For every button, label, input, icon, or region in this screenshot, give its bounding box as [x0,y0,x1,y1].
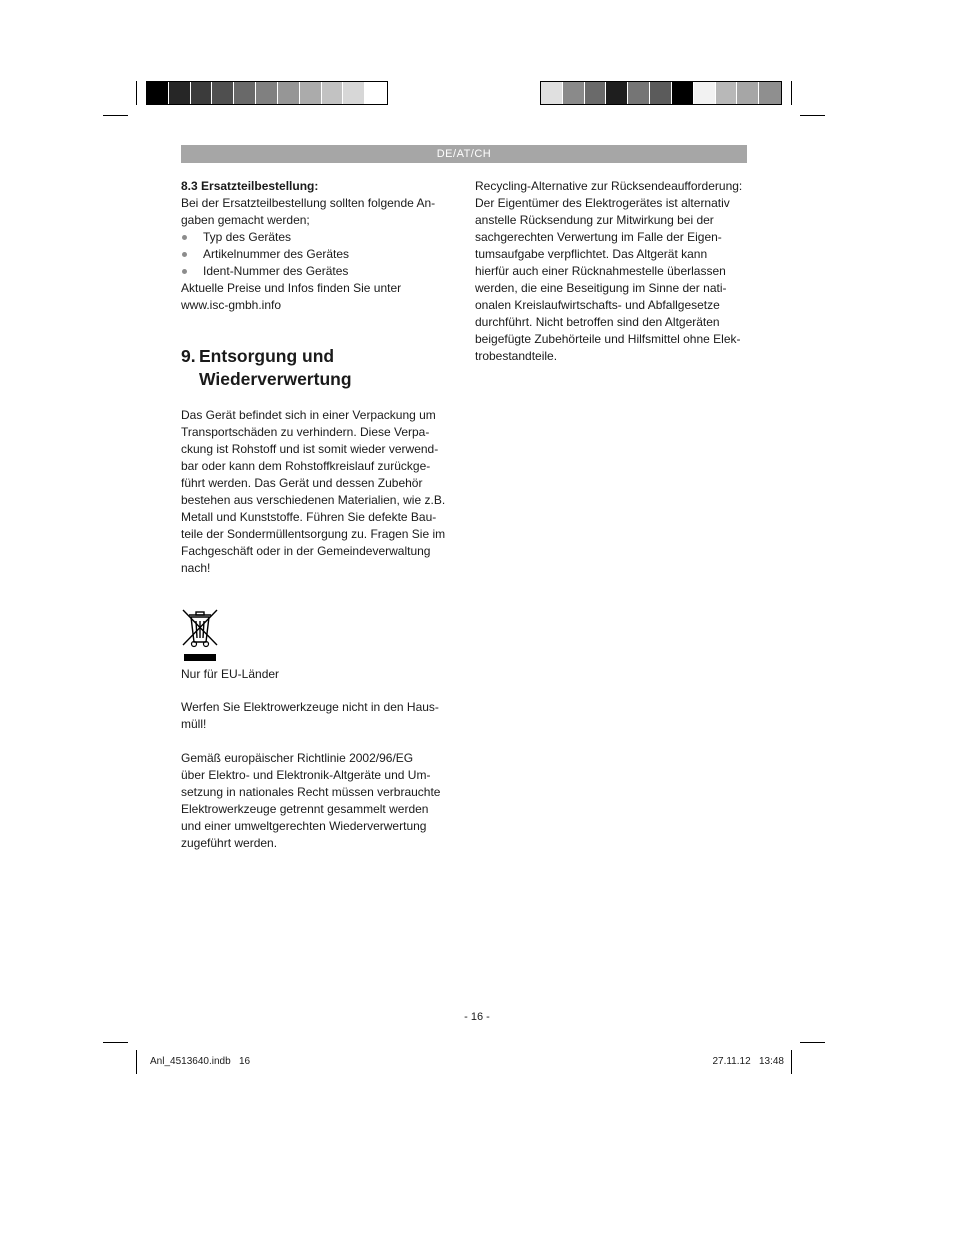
text-line: Aktuelle Preise und Infos finden Sie unter [181,281,402,295]
text-line: bestehen aus verschiedenen Materialien, wie z.B. [181,493,446,507]
text-line: gaben gemacht werden; [181,213,310,227]
crop-mark [136,1050,137,1074]
title-line: Wiederverwertung [199,369,352,389]
text-line: und einer umweltgerechten Wiederverwertung [181,819,427,833]
color-swatch [191,82,213,104]
paragraph-eu-only [181,666,461,683]
text-line: tumsaufgabe verpflichtet. Das Altgerät kann [475,247,708,261]
color-swatch [169,82,191,104]
text-line: ckung ist Rohstoff und ist somit wieder verwend- [181,442,439,456]
print-date-time: 27.11.12 13:48 [712,1056,784,1067]
color-swatch [628,82,650,104]
color-swatch [322,82,344,104]
text-line: onalen Kreislaufwirtschafts- und Abfallgesetze [475,298,720,312]
crop-mark [800,115,825,116]
crossed-out-wheelie-bin-icon [180,607,220,665]
text-line: durchführt. Nicht betroffen sind den Altgeräten [475,315,720,329]
crop-mark [791,1050,792,1074]
paragraph-no-household-waste [181,699,461,733]
text-line: nach! [181,561,211,575]
section-spare-parts [181,178,456,314]
paragraph-directive [181,750,461,852]
list-item: Artikelnummer des Gerätes [181,246,456,263]
color-swatch [606,82,628,104]
color-swatch [256,82,278,104]
text-line: zugeführt werden. [181,836,278,850]
paragraph-recycling-alternative [475,178,760,365]
color-calibration-bar-left [146,81,388,105]
text-line: hierfür auch einer Rücknahmestelle überlassen [475,264,726,278]
text-line: müll! [181,717,207,731]
crop-mark [800,1042,825,1043]
section-title [181,345,352,391]
color-swatch [365,82,387,104]
text-line: Metall und Kunststoffe. Führen Sie defekte Bau- [181,510,437,524]
text-line: Werfen Sie Elektrowerkzeuge nicht in den Haus- [181,700,439,714]
text-line: Das Gerät befindet sich in einer Verpackung um [181,408,436,422]
color-swatch [300,82,322,104]
color-swatch [694,82,716,104]
color-swatch [541,82,563,104]
color-swatch [212,82,234,104]
text-line: werden, die eine Beseitigung im Sinne der nati- [475,281,727,295]
website-link[interactable]: www.isc-gmbh.info [181,298,282,312]
color-swatch [147,82,169,104]
eu-only-label: Nur für EU-Länder [181,667,280,681]
text-line: Transportschäden zu verhindern. Diese Verpa- [181,425,430,439]
color-swatch [278,82,300,104]
file-name: Anl_4513640.indb 16 [150,1056,251,1067]
list-item: Ident-Nummer des Gerätes [181,263,456,280]
bullet-list [181,229,456,280]
text-line: teile der Sondermüllentsorgung zu. Fragen Sie im [181,527,446,541]
color-swatch [563,82,585,104]
color-swatch [343,82,365,104]
text-line: Recycling-Alternative zur Rücksendeaufforderung: [475,179,743,193]
color-swatch [672,82,694,104]
list-item: Typ des Gerätes [181,229,456,246]
text-line: trobestandteile. [475,349,558,363]
region-header-band [181,145,747,163]
section-heading: 8.3 Ersatzteilbestellung: [181,179,319,193]
title-line: Entsorgung und [199,346,335,366]
region-label: DE/AT/CH [436,148,492,160]
text-line: sachgerechten Verwertung im Falle der Eigen- [475,230,722,244]
section-number: 9. [181,346,196,366]
crop-mark [136,81,137,105]
text-line: setzung in nationales Recht müssen verbrauchte [181,785,441,799]
crop-mark [103,1042,128,1043]
page-number: - 16 - [464,1011,490,1023]
text-line: Gemäß europäischer Richtlinie 2002/96/EG [181,751,414,765]
text-line: Fachgeschäft oder in der Gemeindeverwaltung [181,544,431,558]
crop-mark [103,115,128,116]
text-line: Elektrowerkzeuge getrennt gesammelt werden [181,802,429,816]
color-swatch [650,82,672,104]
text-line: beigefügte Zubehörteile und Hilfsmittel ohne Elek- [475,332,741,346]
color-swatch [737,82,759,104]
crop-mark [791,81,792,105]
paragraph-packaging [181,407,461,577]
text-line: über Elektro- und Elektronik-Altgeräte und Um- [181,768,431,782]
color-calibration-bar-right [540,81,782,105]
color-swatch [716,82,738,104]
text-line: anstelle Rücksendung zur Mitwirkung bei der [475,213,714,227]
text-line: führt werden. Das Gerät und dessen Zubehör [181,476,423,490]
color-swatch [234,82,256,104]
text-line: Der Eigentümer des Elektrogerätes ist alternativ [475,196,730,210]
color-swatch [759,82,781,104]
text-line: bar oder kann dem Rohstoffkreislauf zurückge- [181,459,431,473]
text-line: Bei der Ersatzteilbestellung sollten folgende An- [181,196,436,210]
color-swatch [585,82,607,104]
